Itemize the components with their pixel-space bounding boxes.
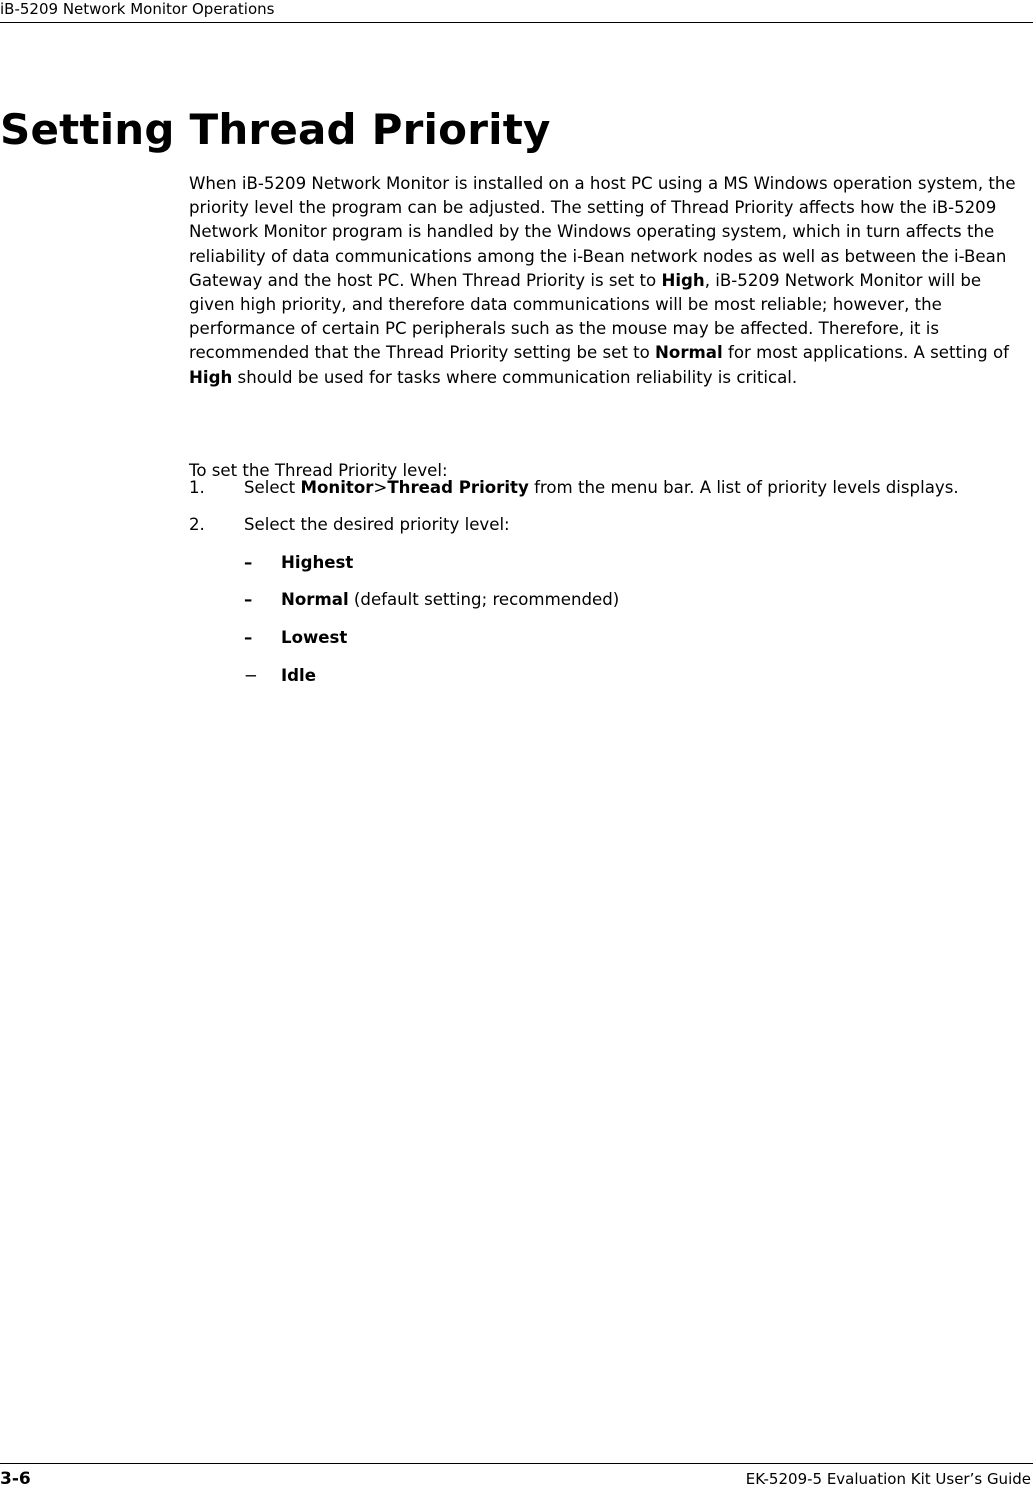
page-number: 3-6 xyxy=(0,1469,31,1489)
option-label: Lowest xyxy=(281,628,348,647)
dash-bullet: – xyxy=(244,628,253,647)
priority-option-highest xyxy=(244,551,353,575)
procedure-lead-in: To set the Thread Priority level: xyxy=(189,461,448,480)
option-label: Normal xyxy=(281,590,349,609)
dash-bullet: − xyxy=(244,666,258,685)
footer-doc-title: EK-5209-5 Evaluation Kit User’s Guide xyxy=(745,1470,1031,1488)
intro-text-part-2: , iB-5209 Network Monitor will be given high priority, and therefore data communications will be most reliable; however, the performance of certain PC peripherals such as the mouse may be affected. Therefore, it is recommended that the Thread Priority setting be set to xyxy=(189,270,982,363)
option-note: (default setting; recommended) xyxy=(348,590,620,609)
step-1-prefix: Select xyxy=(244,478,301,497)
step-1 xyxy=(189,476,959,500)
header-rule xyxy=(0,22,1033,23)
dash-bullet: – xyxy=(244,553,253,572)
section-title: Setting Thread Priority xyxy=(0,105,551,154)
option-label: Idle xyxy=(281,666,316,685)
intro-paragraph xyxy=(189,172,1029,390)
intro-bold-high-2: High xyxy=(189,367,233,387)
step-number: 2. xyxy=(189,515,205,534)
priority-option-lowest xyxy=(244,626,347,650)
intro-text-part-3: for most applications. A setting of xyxy=(722,343,1009,363)
menu-item-thread-priority: Thread Priority xyxy=(387,478,529,497)
menu-separator: > xyxy=(373,478,388,497)
step-2-text: Select the desired priority level: xyxy=(244,515,510,534)
intro-text-part-4: should be used for tasks where communication reliability is critical. xyxy=(232,367,798,387)
running-header: iB-5209 Network Monitor Operations xyxy=(0,0,275,18)
dash-bullet: – xyxy=(244,590,253,609)
priority-option-idle xyxy=(244,664,316,688)
footer-rule xyxy=(0,1463,1033,1464)
intro-bold-normal: Normal xyxy=(655,343,723,363)
intro-text-part-1: When iB-5209 Network Monitor is installed on a host PC using a MS Windows operation system, the priority level the program can be adjusted. The setting of Thread Priority affects how the iB-5209 Network Monitor program is handled by the Windows operating system, which in turn affects the reliability of data communications among the i-Bean network nodes as well as between the i-Bean Gateway and the host PC. When Thread Priority is set to xyxy=(189,174,1016,290)
step-number: 1. xyxy=(189,478,205,497)
option-label: Highest xyxy=(281,553,354,572)
step-2 xyxy=(189,513,510,537)
priority-option-normal xyxy=(244,588,619,612)
menu-name-monitor: Monitor xyxy=(300,478,374,497)
step-1-suffix: from the menu bar. A list of priority levels displays. xyxy=(528,478,959,497)
intro-bold-high: High xyxy=(661,270,705,290)
